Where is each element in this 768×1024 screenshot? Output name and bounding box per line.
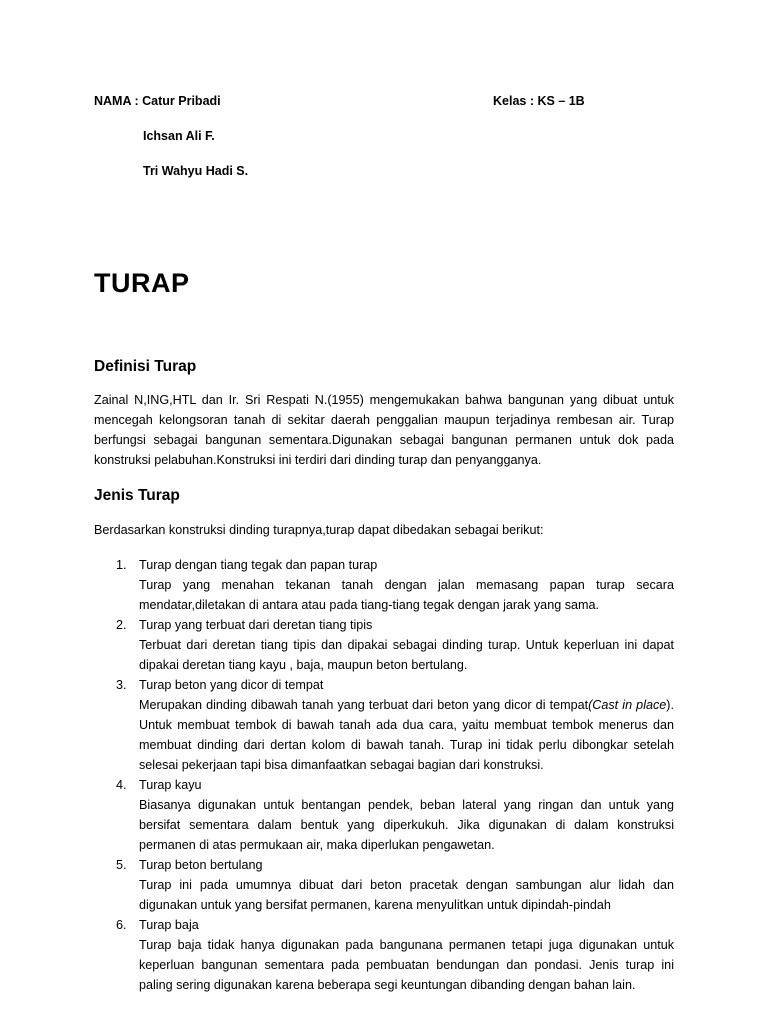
description-text: ). Untuk membuat tembok di bawah tanah ada dua cara, yaitu membuat tembok menerus dan membuat dinding dari dertan kolom di bawah tanah. Turap ini tidak perlu dibongkar setelah selesai pekerjaan tapi bisa dimanfaatkan sebagai bagian dari konstruksi. xyxy=(139,698,674,772)
list-item xyxy=(94,555,674,615)
section-heading-jenis: Jenis Turap xyxy=(94,487,180,504)
list-number: 5. xyxy=(116,858,127,872)
list-number: 6. xyxy=(116,918,127,932)
list-item xyxy=(94,675,674,775)
list-item-title: Turap yang terbuat dari deretan tiang tipis xyxy=(139,618,373,632)
section-heading-definisi: Definisi Turap xyxy=(94,358,197,375)
list-item-title: Turap dengan tiang tegak dan papan turap xyxy=(139,558,378,572)
list-item xyxy=(94,915,674,995)
list-item-description: Biasanya digunakan untuk bentangan pendek, beban lateral yang ringan dan untuk yang bersifat sementara dalam bentuk yang diperkukuh. Jika digunakan di dalam konstruksi permanen di atas permukaan air, maka diperlukan pengawetan. xyxy=(139,798,674,852)
nama-label: NAMA : Catur Pribadi xyxy=(94,94,221,108)
member-name: Ichsan Ali F. xyxy=(143,129,215,143)
list-item-description: Turap yang menahan tekanan tanah dengan jalan memasang papan turap secara mendatar,diletakan di antara atau pada tiang-tiang tegak dengan jarak yang sama. xyxy=(139,578,674,612)
list-item-title: Turap kayu xyxy=(139,778,202,792)
list-item-title: Turap baja xyxy=(139,918,199,932)
list-number: 1. xyxy=(116,558,127,572)
list-number: 2. xyxy=(116,618,127,632)
list-item xyxy=(94,615,674,675)
list-item-title: Turap beton yang dicor di tempat xyxy=(139,678,324,692)
list-number: 3. xyxy=(116,678,127,692)
list-number: 4. xyxy=(116,778,127,792)
list-item-description: Turap ini pada umumnya dibuat dari beton pracetak dengan sambungan alur lidah dan digunakan untuk yang bersifat permanen, karena menyulitkan untuk dipindah-pindah xyxy=(139,878,674,912)
list-item-description: Terbuat dari deretan tiang tipis dan dipakai sebagai dinding turap. Untuk keperluan ini dapat dipakai deretan tiang kayu , baja, maupun beton bertulang. xyxy=(139,638,674,672)
definisi-paragraph: Zainal N,ING,HTL dan Ir. Sri Respati N.(1955) mengemukakan bahwa bangunan yang dibuat untuk mencegah kelongsoran tanah di sekitar daerah penggalian maupun terjadinya rembesan air. Turap berfungsi sebagai bangunan sementara.Digunakan sebagai bangunan permanen untuk dok pada konstruksi pelabuhan.Konstruksi ini terdiri dari dinding turap dan penyangganya. xyxy=(94,393,674,467)
kelas-label: Kelas : KS – 1B xyxy=(493,94,585,108)
member-name: Tri Wahyu Hadi S. xyxy=(143,164,249,178)
list-item xyxy=(94,775,674,855)
list-item-description xyxy=(139,695,674,775)
description-italic-term: (Cast in place xyxy=(588,698,667,712)
list-item-description: Turap baja tidak hanya digunakan pada bangunana permanen tetapi juga digunakan untuk keperluan bangunan sementara pada pembuatan bendungan dan pondasi. Jenis turap ini paling sering digunakan karena beberapa segi keuntungan dibanding dengan bahan lain. xyxy=(139,938,674,992)
description-text: Merupakan dinding dibawah tanah yang terbuat dari beton yang dicor di tempat xyxy=(139,698,589,712)
jenis-intro: Berdasarkan konstruksi dinding turapnya,turap dapat dibedakan sebagai berikut: xyxy=(94,523,544,537)
list-item-title: Turap beton bertulang xyxy=(139,858,263,872)
list-item xyxy=(94,855,674,915)
document-title: TURAP xyxy=(94,268,190,298)
jenis-turap-list xyxy=(94,555,674,995)
